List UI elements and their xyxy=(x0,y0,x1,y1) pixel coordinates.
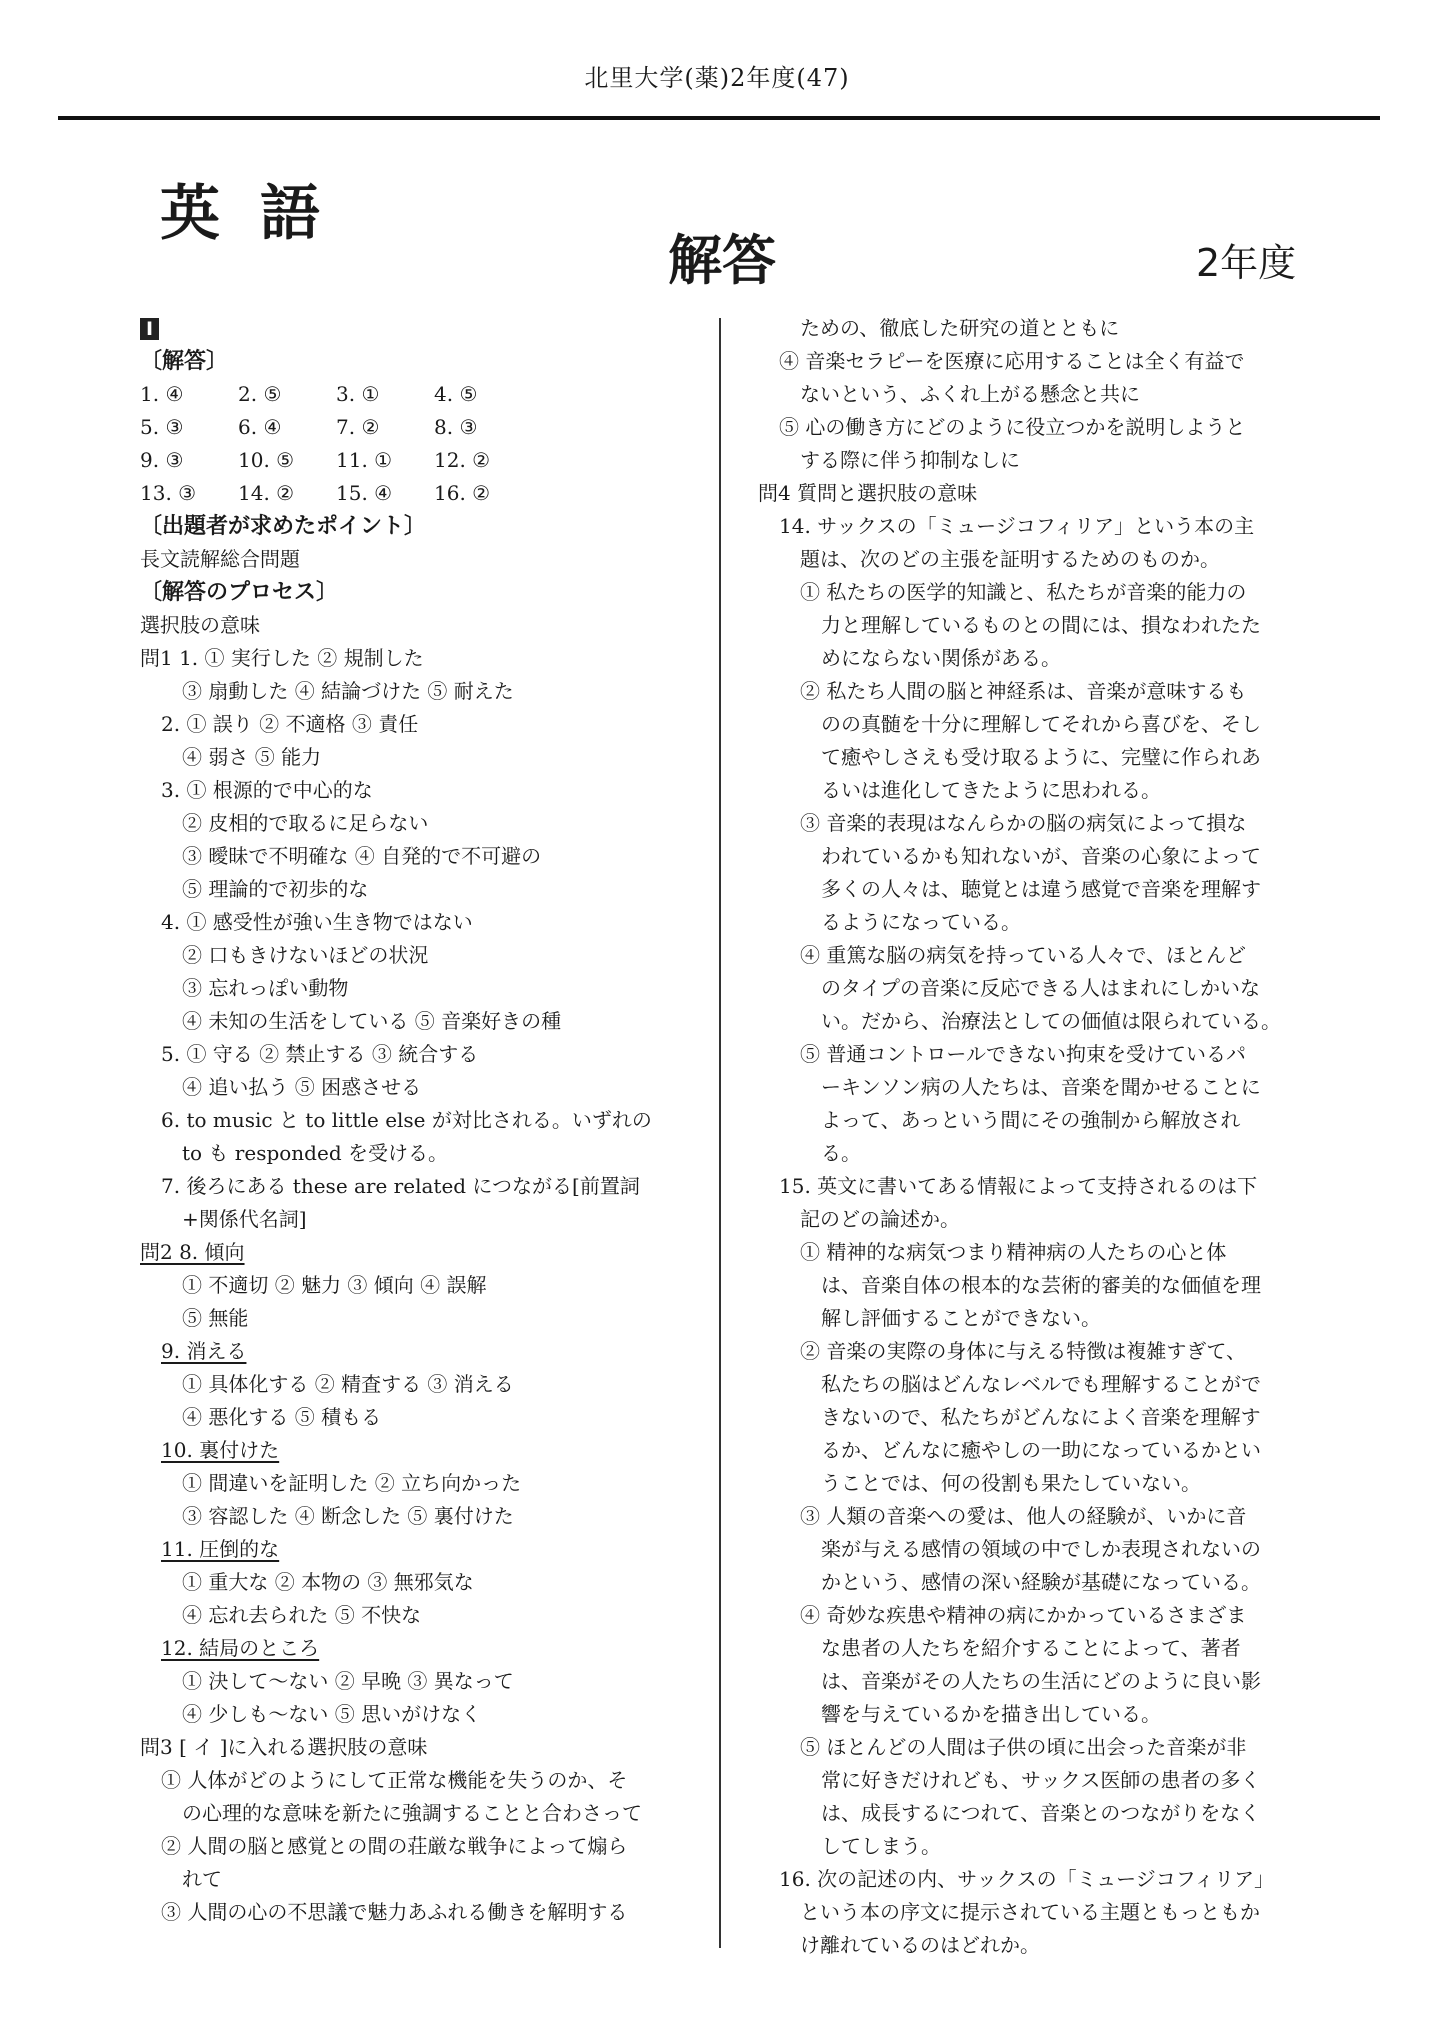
text-line-content: ④ 悪化する ⑤ 積もる xyxy=(182,1405,382,1429)
text-line-content: ② 人間の脳と感覚との間の荘厳な戦争によって煽ら xyxy=(161,1834,628,1858)
answer-item: 3. ① xyxy=(336,382,380,406)
text-line xyxy=(140,1302,692,1335)
text-line-content: 7. 後ろにある these are related につながる[前置詞 xyxy=(161,1174,640,1198)
text-line xyxy=(140,1896,692,1929)
text-line-content: 多くの人々は、聴覚とは違う感覚で音楽を理解す xyxy=(821,877,1261,901)
text-line xyxy=(758,1764,1310,1797)
text-line xyxy=(140,1434,692,1467)
text-line-content: 6. to music と to little else が対比される。いずれの xyxy=(161,1108,652,1132)
text-line xyxy=(140,1533,692,1566)
text-line xyxy=(140,1467,692,1500)
answer-item: 16. ② xyxy=(434,481,491,505)
text-line xyxy=(758,675,1310,708)
text-line-content: 記のどの論述か。 xyxy=(800,1207,960,1231)
answer-item: 15. ④ xyxy=(336,481,393,505)
text-line xyxy=(758,1863,1310,1896)
text-line-content: +関係代名詞] xyxy=(182,1207,307,1231)
text-line xyxy=(140,1599,692,1632)
answer-row xyxy=(140,477,692,510)
text-line-content: 14. サックスの「ミュージコフィリア」という本の主 xyxy=(779,514,1255,538)
answer-item: 2. ⑤ xyxy=(238,382,282,406)
text-line xyxy=(140,1137,692,1170)
text-line xyxy=(758,1665,1310,1698)
text-line-content: する際に伴う抑制なしに xyxy=(800,448,1020,472)
text-line xyxy=(140,1005,692,1038)
text-line xyxy=(758,1533,1310,1566)
text-line xyxy=(758,1830,1310,1863)
answer-row xyxy=(140,444,692,477)
text-line-content: ① 不適切 ② 魅力 ③ 傾向 ④ 誤解 xyxy=(182,1273,487,1297)
text-line-content: 問3 [ イ ]に入れる選択肢の意味 xyxy=(140,1735,428,1759)
text-line xyxy=(140,1665,692,1698)
text-line xyxy=(140,1566,692,1599)
text-line-content: のタイプの音楽に反応できる人はまれにしかいな xyxy=(821,976,1260,1000)
text-line xyxy=(758,477,1310,510)
text-line-content: 4. ① 感受性が強い生き物ではない xyxy=(161,910,473,934)
text-line-content: の心理的な意味を新たに強調することと合わさって xyxy=(182,1801,642,1825)
header-rule xyxy=(58,116,1380,120)
point-heading: 〔出題者が求めたポイント〕 xyxy=(140,514,427,539)
text-line-content: ① 私たちの医学的知識と、私たちが音楽的能力の xyxy=(800,580,1247,604)
text-line-content: われているかも知れないが、音楽の心象によって xyxy=(821,844,1261,868)
text-line xyxy=(758,708,1310,741)
text-line-content: ② 皮相的で取るに足らない xyxy=(182,811,429,835)
text-line xyxy=(758,576,1310,609)
text-line xyxy=(758,1632,1310,1665)
text-line-content: ① 決して〜ない ② 早晩 ③ 異なって xyxy=(182,1669,514,1693)
text-line xyxy=(758,1137,1310,1170)
text-line-content: るいは進化してきたように思われる。 xyxy=(821,778,1161,802)
text-line-content: ーキンソン病の人たちは、音楽を聞かせることに xyxy=(821,1075,1261,1099)
text-line-content: ① 間違いを証明した ② 立ち向かった xyxy=(182,1471,522,1495)
text-line xyxy=(140,1731,692,1764)
text-line xyxy=(758,1368,1310,1401)
text-line xyxy=(758,378,1310,411)
text-line-content: る。 xyxy=(821,1141,861,1165)
text-line-content: ⑤ 無能 xyxy=(182,1306,249,1330)
text-line xyxy=(758,1335,1310,1368)
answer-item: 1. ④ xyxy=(140,382,184,406)
text-line xyxy=(758,1170,1310,1203)
text-line xyxy=(758,1434,1310,1467)
left-column xyxy=(140,312,692,1929)
text-line-content: to も responded を受ける。 xyxy=(182,1141,448,1165)
text-line xyxy=(758,510,1310,543)
text-line-content: よって、あっという間にその強制から解放され xyxy=(821,1108,1241,1132)
text-line xyxy=(758,774,1310,807)
text-line-content: ④ 未知の生活をしている ⑤ 音楽好きの種 xyxy=(182,1009,562,1033)
text-line-content: ③ 曖昧で不明確な ④ 自発的で不可避の xyxy=(182,844,542,868)
text-line-content: は、音楽がその人たちの生活にどのように良い影 xyxy=(821,1669,1261,1693)
text-line xyxy=(758,1203,1310,1236)
text-line-content: い。だから、治療法としての価値は限られている。 xyxy=(821,1009,1281,1033)
text-line xyxy=(758,1500,1310,1533)
process-heading: 〔解答のプロセス〕 xyxy=(140,580,339,605)
text-line-content: 12. 結局のところ xyxy=(161,1636,320,1660)
text-line-content: ③ 扇動した ④ 結論づけた ⑤ 耐えた xyxy=(182,679,514,703)
text-line xyxy=(140,939,692,972)
text-line-content: 楽が与える感情の領域の中でしか表現されないの xyxy=(821,1537,1261,1561)
text-line-content: ③ 人間の心の不思議で魅力あふれる働きを解明する xyxy=(161,1900,628,1924)
text-line xyxy=(758,1038,1310,1071)
answer-row xyxy=(140,378,692,411)
text-line xyxy=(758,609,1310,642)
answer-item: 5. ③ xyxy=(140,415,184,439)
text-line xyxy=(758,807,1310,840)
text-line xyxy=(140,1071,692,1104)
text-line-content: かという、感情の深い経験が基礎になっている。 xyxy=(821,1570,1261,1594)
text-line-content: めにならない関係がある。 xyxy=(821,646,1061,670)
text-line-content: ③ 音楽的表現はなんらかの脳の病気によって損な xyxy=(800,811,1247,835)
answer-item: 9. ③ xyxy=(140,448,184,472)
text-line xyxy=(140,1698,692,1731)
text-line xyxy=(758,1566,1310,1599)
text-line-content: ④ 追い払う ⑤ 困惑させる xyxy=(182,1075,422,1099)
text-line-content: 5. ① 守る ② 禁止する ③ 統合する xyxy=(161,1042,479,1066)
text-line xyxy=(758,1929,1310,1962)
year-label: 2年度 xyxy=(1196,241,1297,285)
text-line xyxy=(758,741,1310,774)
text-line xyxy=(140,1863,692,1896)
text-line xyxy=(758,1005,1310,1038)
text-line-content: 11. 圧倒的な xyxy=(161,1537,280,1561)
text-line-content: ② 口もきけないほどの状況 xyxy=(182,943,429,967)
text-line xyxy=(140,1830,692,1863)
text-line-content: ないという、ふくれ上がる懸念と共に xyxy=(800,382,1140,406)
answers-heading: 〔解答〕 xyxy=(140,349,229,374)
text-line-content: 常に好きだけれども、サックス医師の患者の多く xyxy=(821,1768,1261,1792)
answer-title: 解答 xyxy=(668,229,776,292)
text-line xyxy=(758,312,1310,345)
answer-item: 12. ② xyxy=(434,448,491,472)
text-line-content: ① 人体がどのようにして正常な機能を失うのか、そ xyxy=(161,1768,628,1792)
text-line-content: ための、徹底した研究の道とともに xyxy=(800,316,1120,340)
text-line-content: ① 精神的な病気つまり精神病の人たちの心と体 xyxy=(800,1240,1227,1264)
text-line xyxy=(758,840,1310,873)
text-line-content: という本の序文に提示されている主題ともっともか xyxy=(800,1900,1260,1924)
text-line xyxy=(140,1170,692,1203)
text-line xyxy=(140,1104,692,1137)
text-line xyxy=(140,1269,692,1302)
answer-row xyxy=(140,411,692,444)
text-line xyxy=(758,411,1310,444)
text-line-content: れて xyxy=(182,1867,222,1891)
text-line-content: 2. ① 誤り ② 不適格 ③ 責任 xyxy=(161,712,419,736)
point-text: 長文読解総合問題 xyxy=(140,547,300,571)
text-line-content: るか、どんなに癒やしの一助になっているかとい xyxy=(821,1438,1261,1462)
text-line xyxy=(140,1038,692,1071)
right-body xyxy=(758,312,1310,1962)
text-line xyxy=(758,1698,1310,1731)
text-line-content: は、成長するにつれて、音楽とのつながりをなく xyxy=(821,1801,1261,1825)
text-line-content: ⑤ 普通コントロールできない拘束を受けているパ xyxy=(800,1042,1246,1066)
text-line xyxy=(758,444,1310,477)
text-line xyxy=(140,1632,692,1665)
text-line xyxy=(758,972,1310,1005)
text-line-content: な患者の人たちを紹介することによって、著者 xyxy=(821,1636,1241,1660)
text-line-content: 10. 裏付けた xyxy=(161,1438,280,1462)
text-line xyxy=(758,873,1310,906)
text-line-content: ④ 重篤な脳の病気を持っている人々で、ほとんど xyxy=(800,943,1246,967)
answers-grid xyxy=(140,378,692,510)
text-line xyxy=(140,1764,692,1797)
text-line xyxy=(140,741,692,774)
answer-item: 7. ② xyxy=(336,415,380,439)
text-line xyxy=(758,1896,1310,1929)
answer-item: 14. ② xyxy=(238,481,295,505)
text-line xyxy=(140,1236,692,1269)
text-line-content: ⑤ 心の働き方にどのように役立つかを説明しようと xyxy=(779,415,1246,439)
text-line-content: ② 音楽の実際の身体に与える特徴は複雑すぎて、 xyxy=(800,1339,1246,1363)
text-line xyxy=(140,774,692,807)
text-line-content: ③ 忘れっぽい動物 xyxy=(182,976,349,1000)
text-line-content: て癒やしさえも受け取るように、完璧に作られあ xyxy=(821,745,1261,769)
left-body xyxy=(140,609,692,1929)
text-line-content: ① 重大な ② 本物の ③ 無邪気な xyxy=(182,1570,474,1594)
text-line-content: 問4 質問と選択肢の意味 xyxy=(758,481,978,505)
text-line xyxy=(140,708,692,741)
text-line-content: ③ 人類の音楽への愛は、他人の経験が、いかに音 xyxy=(800,1504,1247,1528)
text-line xyxy=(140,972,692,1005)
text-line-content: ④ 音楽セラピーを医療に応用することは全く有益で xyxy=(779,349,1245,373)
text-line xyxy=(758,1599,1310,1632)
text-line-content: け離れているのはどれか。 xyxy=(800,1933,1040,1957)
answer-item: 6. ④ xyxy=(238,415,282,439)
column-divider xyxy=(719,318,721,1948)
text-line-content: ② 私たち人間の脳と神経系は、音楽が意味するも xyxy=(800,679,1247,703)
text-line xyxy=(140,807,692,840)
answer-item: 10. ⑤ xyxy=(238,448,295,472)
text-line-content: ④ 少しも〜ない ⑤ 思いがけなく xyxy=(182,1702,482,1726)
text-line xyxy=(140,840,692,873)
text-line xyxy=(140,906,692,939)
text-line xyxy=(140,1203,692,1236)
text-line-content: ④ 忘れ去られた ⑤ 不快な xyxy=(182,1603,422,1627)
text-line xyxy=(758,1797,1310,1830)
text-line-content: 解し評価することができない。 xyxy=(821,1306,1101,1330)
text-line-content: ① 具体化する ② 精査する ③ 消える xyxy=(182,1372,514,1396)
text-line xyxy=(758,1104,1310,1137)
text-line-content: 問1 1. ① 実行した ② 規制した xyxy=(140,646,424,670)
text-line-content: 力と理解しているものとの間には、損なわれたた xyxy=(821,613,1261,637)
answer-item: 4. ⑤ xyxy=(434,382,478,406)
answer-item: 11. ① xyxy=(336,448,393,472)
text-line-content: 題は、次のどの主張を証明するためのものか。 xyxy=(800,547,1220,571)
text-line xyxy=(758,642,1310,675)
text-line-content: 問2 8. 傾向 xyxy=(140,1240,245,1264)
text-line xyxy=(140,873,692,906)
text-line-content: ⑤ ほとんどの人間は子供の頃に出会った音楽が非 xyxy=(800,1735,1247,1759)
running-header: 北里大学(薬)2年度(47) xyxy=(584,64,850,92)
text-line xyxy=(140,1368,692,1401)
text-line xyxy=(758,1401,1310,1434)
text-line xyxy=(140,642,692,675)
text-line xyxy=(758,906,1310,939)
answer-item: 8. ③ xyxy=(434,415,478,439)
text-line-content: 16. 次の記述の内、サックスの「ミュージコフィリア」 xyxy=(779,1867,1275,1891)
text-line-content: してしまう。 xyxy=(821,1834,941,1858)
text-line-content: 響を与えているかを描き出している。 xyxy=(821,1702,1161,1726)
text-line xyxy=(758,1731,1310,1764)
text-line-content: 3. ① 根源的で中心的な xyxy=(161,778,373,802)
text-line xyxy=(140,675,692,708)
text-line xyxy=(758,1302,1310,1335)
text-line-content: 15. 英文に書いてある情報によって支持されるのは下 xyxy=(779,1174,1258,1198)
right-column xyxy=(758,312,1310,1962)
text-line-content: 私たちの脳はどんなレベルでも理解することがで xyxy=(821,1372,1261,1396)
text-line xyxy=(758,1236,1310,1269)
text-line xyxy=(140,609,692,642)
answer-item: 13. ③ xyxy=(140,481,197,505)
text-line-content: は、音楽自体の根本的な芸術的審美的な価値を理 xyxy=(821,1273,1261,1297)
text-line xyxy=(140,1500,692,1533)
text-line xyxy=(140,1797,692,1830)
text-line xyxy=(758,1071,1310,1104)
text-line xyxy=(140,1335,692,1368)
text-line xyxy=(758,543,1310,576)
text-line-content: うことでは、何の役割も果たしていない。 xyxy=(821,1471,1201,1495)
text-line-content: ④ 奇妙な疾患や精神の病にかかっているさまざま xyxy=(800,1603,1247,1627)
text-line-content: きないので、私たちがどんなによく音楽を理解す xyxy=(821,1405,1261,1429)
text-line-content: ③ 容認した ④ 断念した ⑤ 裏付けた xyxy=(182,1504,514,1528)
text-line-content: のの真髄を十分に理解してそれから喜びを、そし xyxy=(821,712,1261,736)
section-label: I xyxy=(140,318,159,340)
text-line xyxy=(758,1467,1310,1500)
text-line xyxy=(758,345,1310,378)
text-line xyxy=(758,939,1310,972)
text-line-content: 選択肢の意味 xyxy=(140,613,260,637)
text-line xyxy=(758,1269,1310,1302)
text-line xyxy=(140,1401,692,1434)
text-line-content: ⑤ 理論的で初歩的な xyxy=(182,877,369,901)
subject-title: 英語 xyxy=(160,179,360,249)
text-line-content: ④ 弱さ ⑤ 能力 xyxy=(182,745,322,769)
text-line-content: るようになっている。 xyxy=(821,910,1021,934)
text-line-content: 9. 消える xyxy=(161,1339,247,1363)
